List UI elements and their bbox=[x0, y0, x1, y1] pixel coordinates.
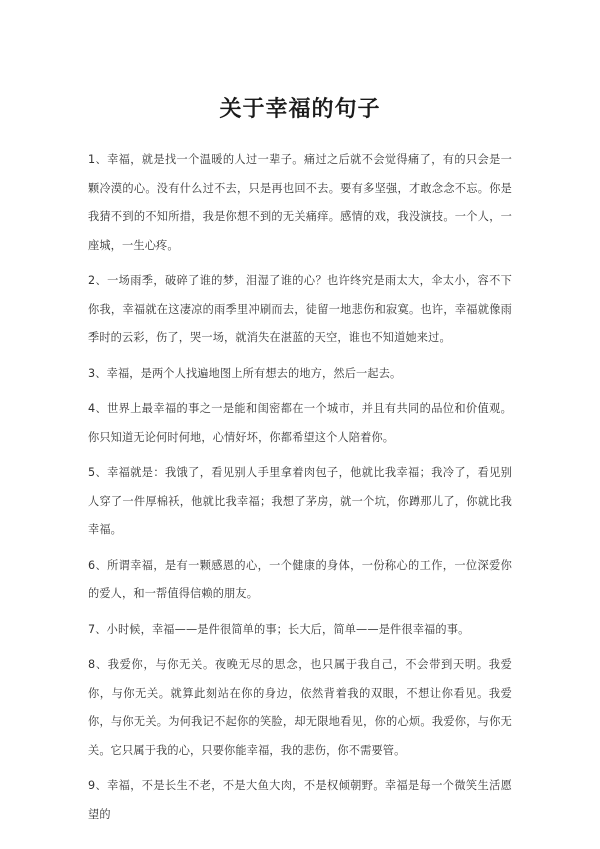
document-title: 关于幸福的句子 bbox=[219, 96, 381, 122]
paragraph-6: 6、所谓幸福，是有一颗感恩的心，一个健康的身体，一份称心的工作，一位深爱你的爱人，和一帮值得信赖的朋友。 bbox=[88, 558, 512, 600]
paragraph-7: 7、小时候，幸福——是件很简单的事；长大后，简单——是件很幸福的事。 bbox=[88, 622, 470, 636]
paragraph-3: 3、幸福，是两个人找遍地图上所有想去的地方，然后一起去。 bbox=[88, 366, 402, 380]
paragraph-4: 4、世界上最幸福的事之一是能和闺密都在一个城市，并且有共同的品位和价值观。你只知道无论何时何地，心情好坏，你都希望这个人陪着你。 bbox=[88, 402, 512, 444]
paragraph-1: 1、幸福，就是找一个温暖的人过一辈子。痛过之后就不会觉得痛了，有的只会是一颗冷漠的心。没有什么过不去，只是再也回不去。要有多坚强，才敢念念不忘。你是我猜不到的不知所措，我是你想不到的无关痛痒。感情的戏，我没演技。一个人，一座城，一生心疼。 bbox=[88, 153, 512, 252]
paragraph-9: 9、幸福，不是长生不老，不是大鱼大肉，不是权倾朝野。幸福是每一个微笑生活愿望的 bbox=[88, 779, 512, 821]
paragraph-2: 2、一场雨季，破碎了谁的梦，泪湿了谁的心？也许终究是雨太大，伞太小，容不下你我，幸福就在这凄凉的雨季里冲刷而去，徒留一地悲伤和寂寞。也许，幸福就像雨季时的云彩，伤了，哭一场，就消失在湛蓝的天空，谁也不知道她来过。 bbox=[88, 274, 512, 344]
paragraph-5: 5、幸福就是：我饿了，看见别人手里拿着肉包子，他就比我幸福；我冷了，看见别人穿了一件厚棉袄，他就比我幸福；我想了茅房，就一个坑，你蹲那儿了，你就比我幸福。 bbox=[88, 466, 512, 536]
paragraph-8: 8、我爱你，与你无关。夜晚无尽的思念，也只属于我自己，不会带到天明。我爱你，与你无关。就算此刻站在你的身边，依然背着我的双眼，不想让你看见。我爱你，与你无关。为何我记不起你的笑脸，却无限地看见，你的心烦。我爱你，与你无关。它只属于我的心，只要你能幸福，我的悲伤，你不需要管。 bbox=[88, 658, 512, 757]
document-body bbox=[88, 146, 512, 829]
